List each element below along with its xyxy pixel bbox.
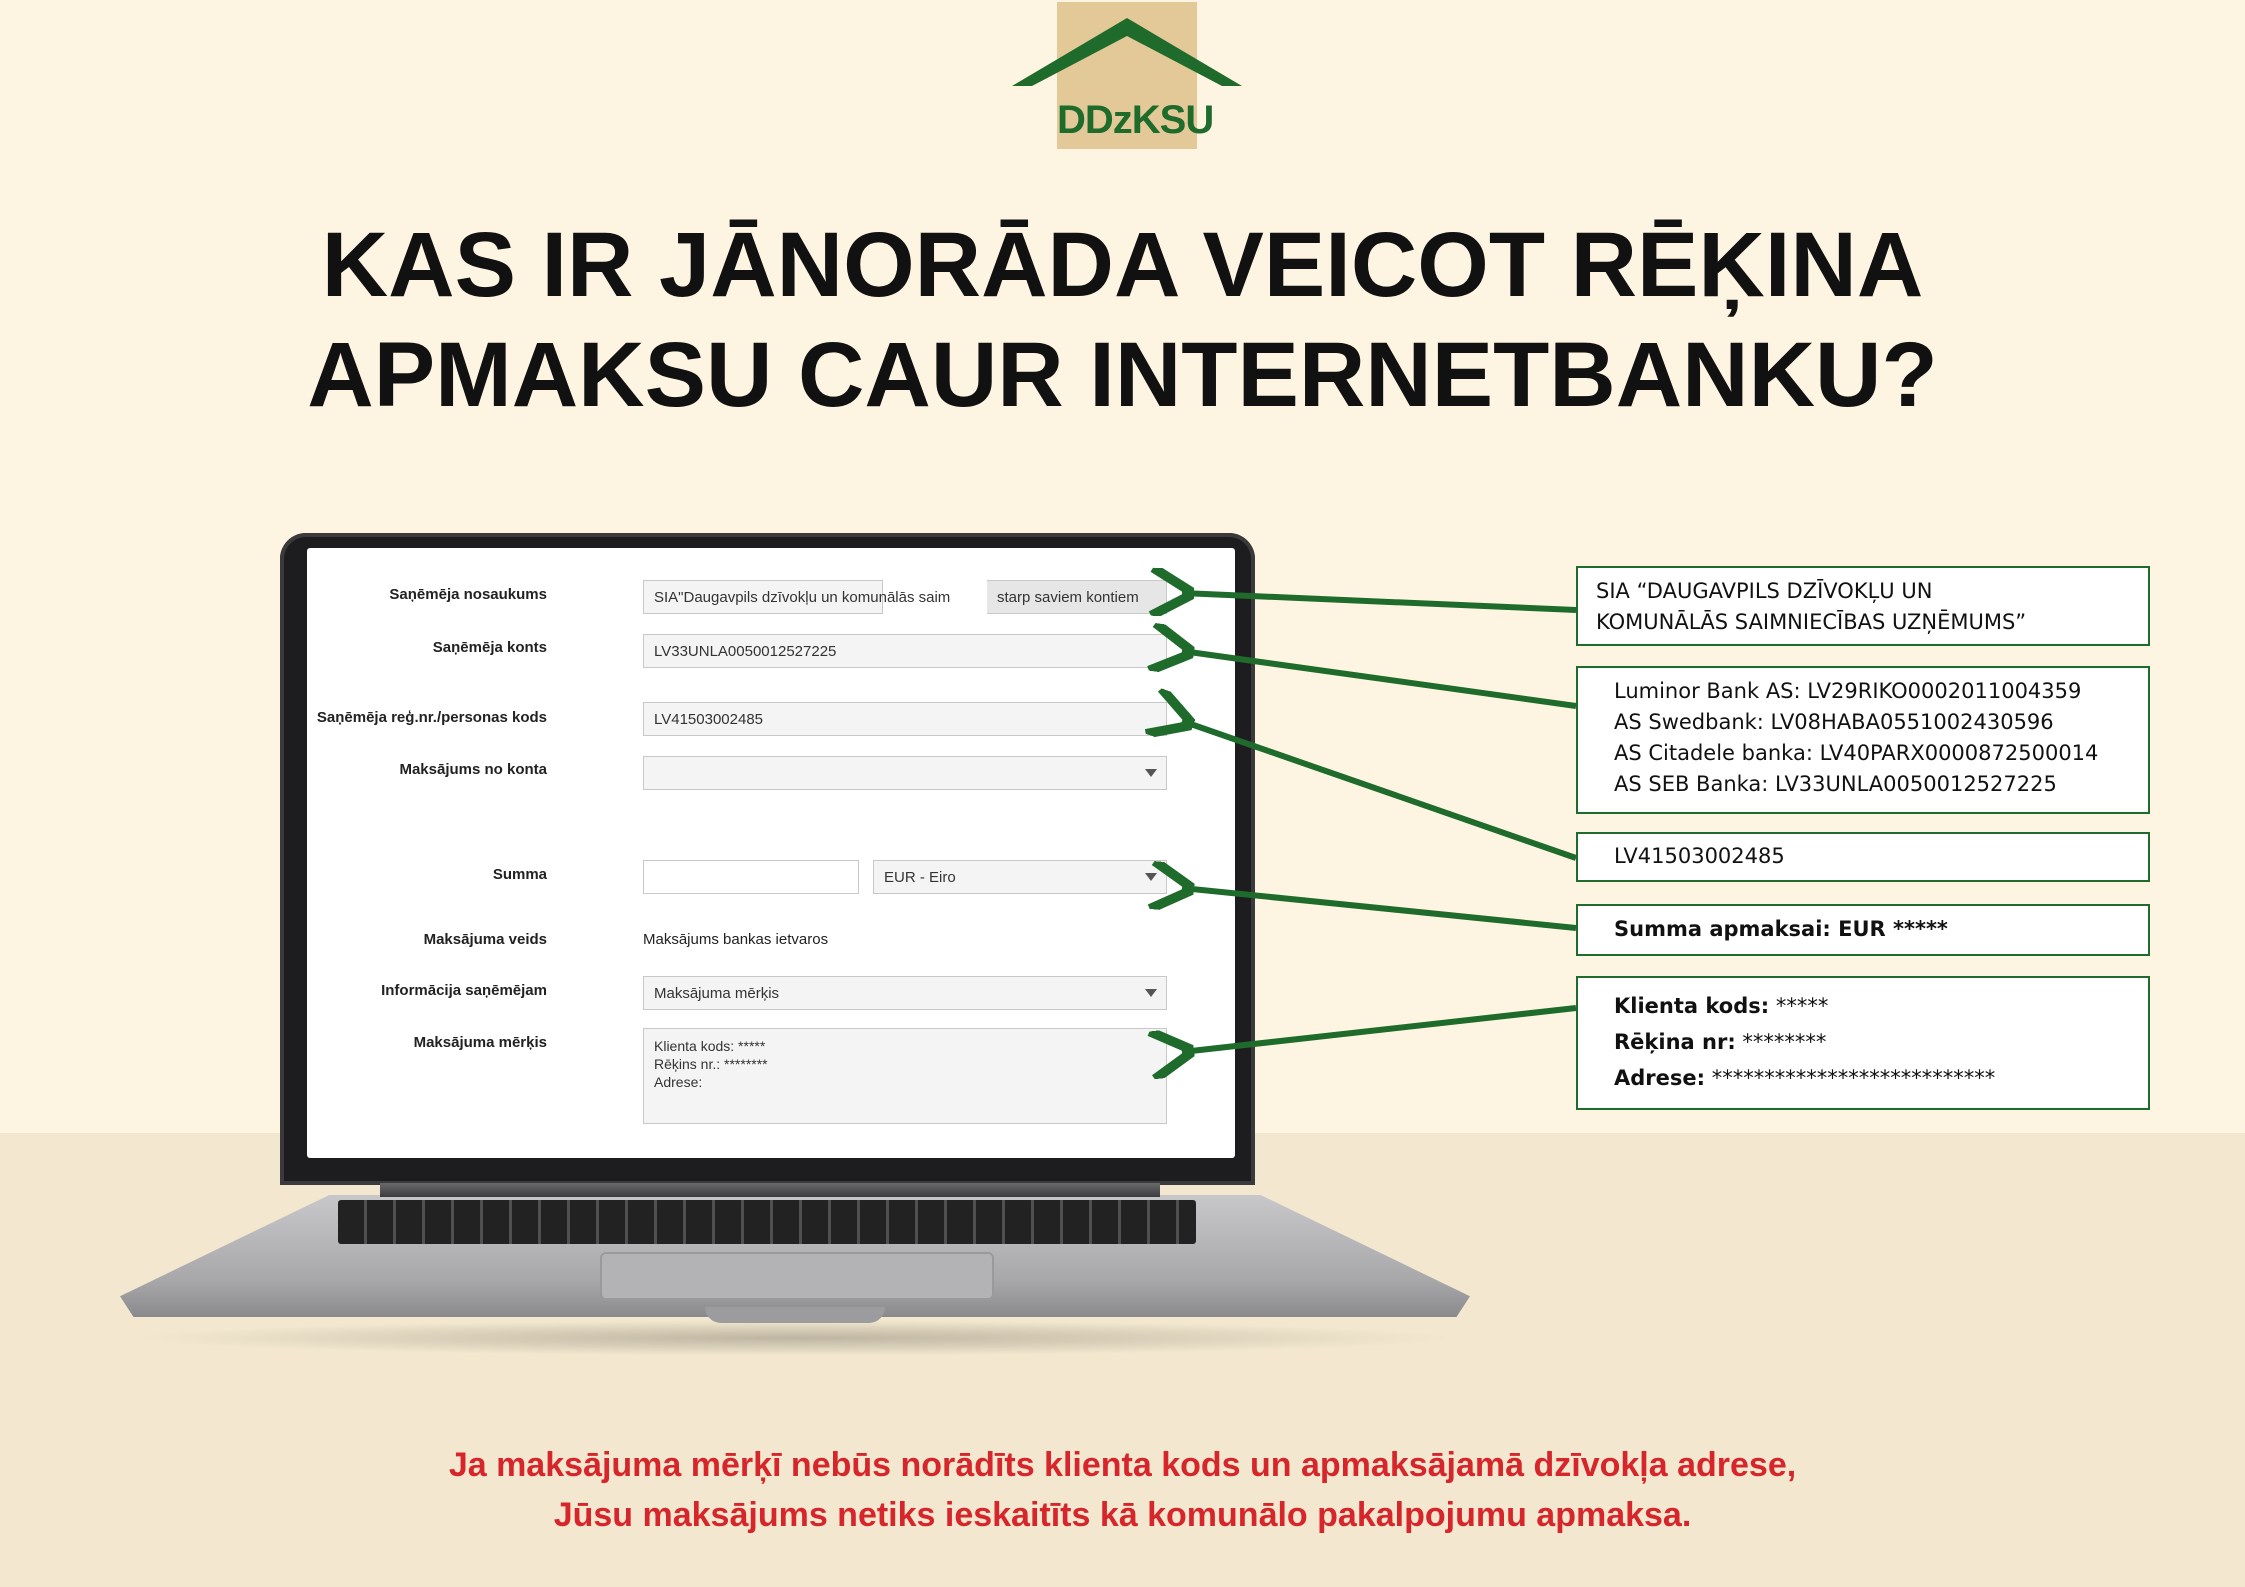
currency-select[interactable]: EUR - Eiro <box>873 860 1167 894</box>
recipient-reg-input[interactable]: LV41503002485 <box>643 702 1167 736</box>
callout-account-seb: AS SEB Banka: LV33UNLA0050012527225 <box>1614 772 2057 796</box>
invoice-nr-label: Rēķina nr: <box>1614 1030 1736 1054</box>
amount-input[interactable] <box>643 860 859 894</box>
payer-account-select[interactable] <box>643 756 1167 790</box>
laptop-shadow <box>130 1320 1460 1356</box>
ddzksu-logo <box>1000 0 1240 150</box>
title-line-1: KAS IR JĀNORĀDA VEICOT RĒĶINA <box>321 214 1924 316</box>
recipient-info-select[interactable]: Maksājuma mērķis <box>643 976 1167 1010</box>
purpose-label: Maksājuma mērķis <box>413 1034 547 1051</box>
laptop-screen <box>307 548 1235 1158</box>
callout-address <box>1614 1060 2112 1096</box>
address-label: Adrese: <box>1614 1066 1706 1090</box>
amount-label: Summa <box>492 866 547 883</box>
callout-name-line-1: SIA “DAUGAVPILS DZĪVOKĻU UN <box>1596 579 1933 603</box>
callout-amount-text: Summa apmaksai: EUR ***** <box>1614 917 1948 941</box>
callout-account-swedbank: AS Swedbank: LV08HABA0551002430596 <box>1614 710 2054 734</box>
logo-text: DDzKSU <box>1057 98 1214 142</box>
callout-reg-text: LV41503002485 <box>1614 844 1785 868</box>
callout-account-citadele: AS Citadele banka: LV40PARX0000872500014 <box>1614 741 2099 765</box>
client-code-value: ***** <box>1769 994 1829 1018</box>
callout-reg-nr <box>1576 832 2150 882</box>
payment-type-value: Maksājums bankas ietvaros <box>643 931 829 948</box>
callout-amount <box>1576 904 2150 956</box>
warning-notice <box>0 1440 2245 1540</box>
payer-account-label: Maksājums no konta <box>399 761 547 778</box>
callout-account-luminor: Luminor Bank AS: LV29RIKO0002011004359 <box>1614 679 2082 703</box>
payment-type-label: Maksājuma veids <box>423 931 547 948</box>
notice-line-2: Jūsu maksājums netiks ieskaitīts kā komunālo pakalpojumu apmaksa. <box>553 1496 1692 1534</box>
chevron-down-icon <box>1145 769 1157 777</box>
purpose-line-client: Klienta kods: ***** <box>654 1038 766 1054</box>
page-title <box>0 210 2245 430</box>
recipient-info-label: Informācija saņēmējam <box>381 982 547 999</box>
tab-own-accounts[interactable]: starp saviem kontiem <box>987 580 1167 614</box>
laptop-trackpad <box>600 1252 994 1300</box>
recipient-reg-label: Saņēmēja reģ.nr./personas kods <box>316 709 547 726</box>
chevron-down-icon <box>1145 873 1157 881</box>
purpose-textarea[interactable] <box>643 1028 1167 1124</box>
chevron-down-icon <box>1145 989 1157 997</box>
callout-purpose <box>1576 976 2150 1110</box>
title-line-2: APMAKSU CAUR INTERNETBANKU? <box>307 324 1938 426</box>
purpose-line-address: Adrese: <box>654 1074 703 1090</box>
callout-bank-accounts <box>1576 666 2150 814</box>
purpose-line-invoice: Rēķins nr.: ******** <box>654 1056 768 1072</box>
recipient-account-input[interactable]: LV33UNLA0050012527225 <box>643 634 1167 668</box>
recipient-account-label: Saņēmēja konts <box>432 639 547 656</box>
callout-client-code <box>1614 988 2112 1024</box>
address-value: *************************** <box>1705 1066 1996 1090</box>
client-code-label: Klienta kods: <box>1614 994 1770 1018</box>
callout-invoice-nr <box>1614 1024 2112 1060</box>
callout-recipient-name <box>1576 566 2150 646</box>
laptop-keyboard <box>338 1200 1196 1244</box>
laptop-notch <box>705 1307 885 1323</box>
invoice-nr-value: ******** <box>1735 1030 1827 1054</box>
laptop-hinge <box>380 1183 1160 1197</box>
notice-line-1: Ja maksājuma mērķī nebūs norādīts klienta kods un apmaksājamā dzīvokļa adrese, <box>448 1446 1797 1484</box>
recipient-name-input[interactable]: SIA"Daugavpils dzīvokļu un komunālās saim <box>643 580 883 614</box>
recipient-name-label: Saņēmēja nosaukums <box>389 586 547 603</box>
callout-name-line-2: KOMUNĀLĀS SAIMNIECĪBAS UZŅĒMUMS” <box>1596 610 2027 634</box>
